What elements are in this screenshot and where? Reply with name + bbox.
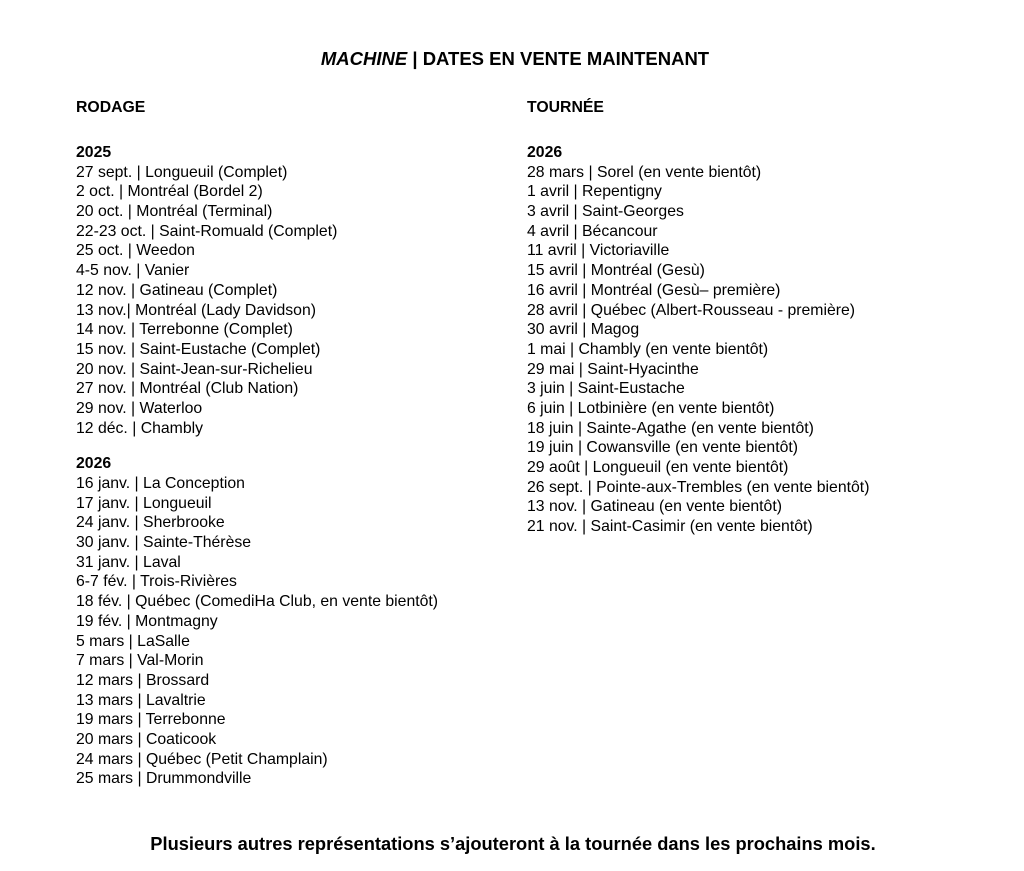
- date-entry: 22-23 oct. | Saint-Romuald (Complet): [76, 222, 338, 240]
- date-entry: 6 juin | Lotbinière (en vente bientôt): [527, 399, 775, 417]
- date-entry: 20 mars | Coaticook: [76, 730, 217, 748]
- date-entry: 16 janv. | La Conception: [76, 475, 245, 493]
- date-entry: 27 sept. | Longueuil (Complet): [76, 163, 288, 181]
- date-entry: 27 nov. | Montréal (Club Nation): [76, 380, 299, 398]
- date-entry: 3 juin | Saint-Eustache: [527, 380, 685, 398]
- date-entry: 14 nov. | Terrebonne (Complet): [76, 321, 293, 339]
- tournee-heading: TOURNÉE: [527, 99, 604, 116]
- page-title: [0, 47, 1024, 71]
- rodage-heading: RODAGE: [76, 99, 146, 116]
- date-entry: 6-7 fév. | Trois-Rivières: [76, 573, 237, 591]
- date-entry: 5 mars | LaSalle: [76, 632, 190, 650]
- date-entry: 31 janv. | Laval: [76, 553, 181, 571]
- year-heading: 2026: [76, 455, 112, 473]
- date-entry: 28 mars | Sorel (en vente bientôt): [527, 163, 762, 181]
- date-entry: 19 juin | Cowansville (en vente bientôt): [527, 439, 799, 457]
- year-heading: 2026: [527, 144, 563, 161]
- date-entry: 13 mars | Lavaltrie: [76, 691, 206, 709]
- date-entry: 4 avril | Bécancour: [527, 222, 658, 240]
- date-entry: 24 mars | Québec (Petit Champlain): [76, 750, 328, 768]
- date-entry: 26 sept. | Pointe-aux-Trembles (en vente bientôt): [527, 478, 870, 496]
- date-entry: 12 déc. | Chambly: [76, 419, 204, 437]
- date-entry: 21 nov. | Saint-Casimir (en vente bientôt): [527, 518, 813, 536]
- date-entry: 20 oct. | Montréal (Terminal): [76, 203, 273, 221]
- date-entry: 30 janv. | Sainte-Thérèse: [76, 534, 252, 552]
- date-entry: 15 nov. | Saint-Eustache (Complet): [76, 340, 321, 358]
- date-entry: 12 mars | Brossard: [76, 671, 210, 689]
- rodage-column: [76, 98, 516, 789]
- footer-note: Plusieurs autres représentations s’ajouteront à la tournée dans les prochains mois.: [150, 833, 876, 854]
- date-entry: 13 nov.| Montréal (Lady Davidson): [76, 301, 317, 319]
- date-entry: 28 avril | Québec (Albert-Rousseau - première): [527, 301, 856, 319]
- date-entry: 15 avril | Montréal (Gesù): [527, 262, 705, 280]
- date-entry: 13 nov. | Gatineau (en vente bientôt): [527, 498, 782, 516]
- date-entry: 1 mai | Chambly (en vente bientôt): [527, 340, 769, 358]
- date-entry: 30 avril | Magog: [527, 321, 640, 339]
- date-entry: 2 oct. | Montréal (Bordel 2): [76, 183, 263, 201]
- date-entry: 11 avril | Victoriaville: [527, 242, 670, 260]
- tournee-column: [527, 98, 1007, 537]
- date-entry: 1 avril | Repentigny: [527, 183, 662, 201]
- rodage-groups: [76, 143, 516, 789]
- date-entry: 7 mars | Val-Morin: [76, 652, 204, 670]
- date-entry: 19 mars | Terrebonne: [76, 711, 226, 729]
- date-entry: 4-5 nov. | Vanier: [76, 262, 190, 280]
- date-entry: 16 avril | Montréal (Gesù– première): [527, 281, 781, 299]
- date-entry: 18 juin | Sainte-Agathe (en vente bientôt): [527, 419, 814, 437]
- date-entry: 29 août | Longueuil (en vente bientôt): [527, 459, 789, 477]
- year-heading: 2025: [76, 144, 112, 161]
- date-entry: 29 nov. | Waterloo: [76, 399, 203, 417]
- show-name: MACHINE: [320, 48, 408, 69]
- date-entry: 17 janv. | Longueuil: [76, 494, 212, 512]
- title-rest: | DATES EN VENTE MAINTENANT: [407, 48, 710, 69]
- date-entry: 25 mars | Drummondville: [76, 770, 252, 788]
- date-entry: 3 avril | Saint-Georges: [527, 203, 684, 221]
- date-entry: 20 nov. | Saint-Jean-sur-Richelieu: [76, 360, 313, 378]
- date-entry: 24 janv. | Sherbrooke: [76, 514, 225, 532]
- date-entry: 19 fév. | Montmagny: [76, 612, 218, 630]
- tournee-groups: [527, 143, 1007, 537]
- date-entry: 12 nov. | Gatineau (Complet): [76, 281, 278, 299]
- date-entry: 29 mai | Saint-Hyacinthe: [527, 360, 699, 378]
- date-entry: 25 oct. | Weedon: [76, 242, 195, 260]
- date-entry: 18 fév. | Québec (ComediHa Club, en vente bientôt): [76, 593, 439, 611]
